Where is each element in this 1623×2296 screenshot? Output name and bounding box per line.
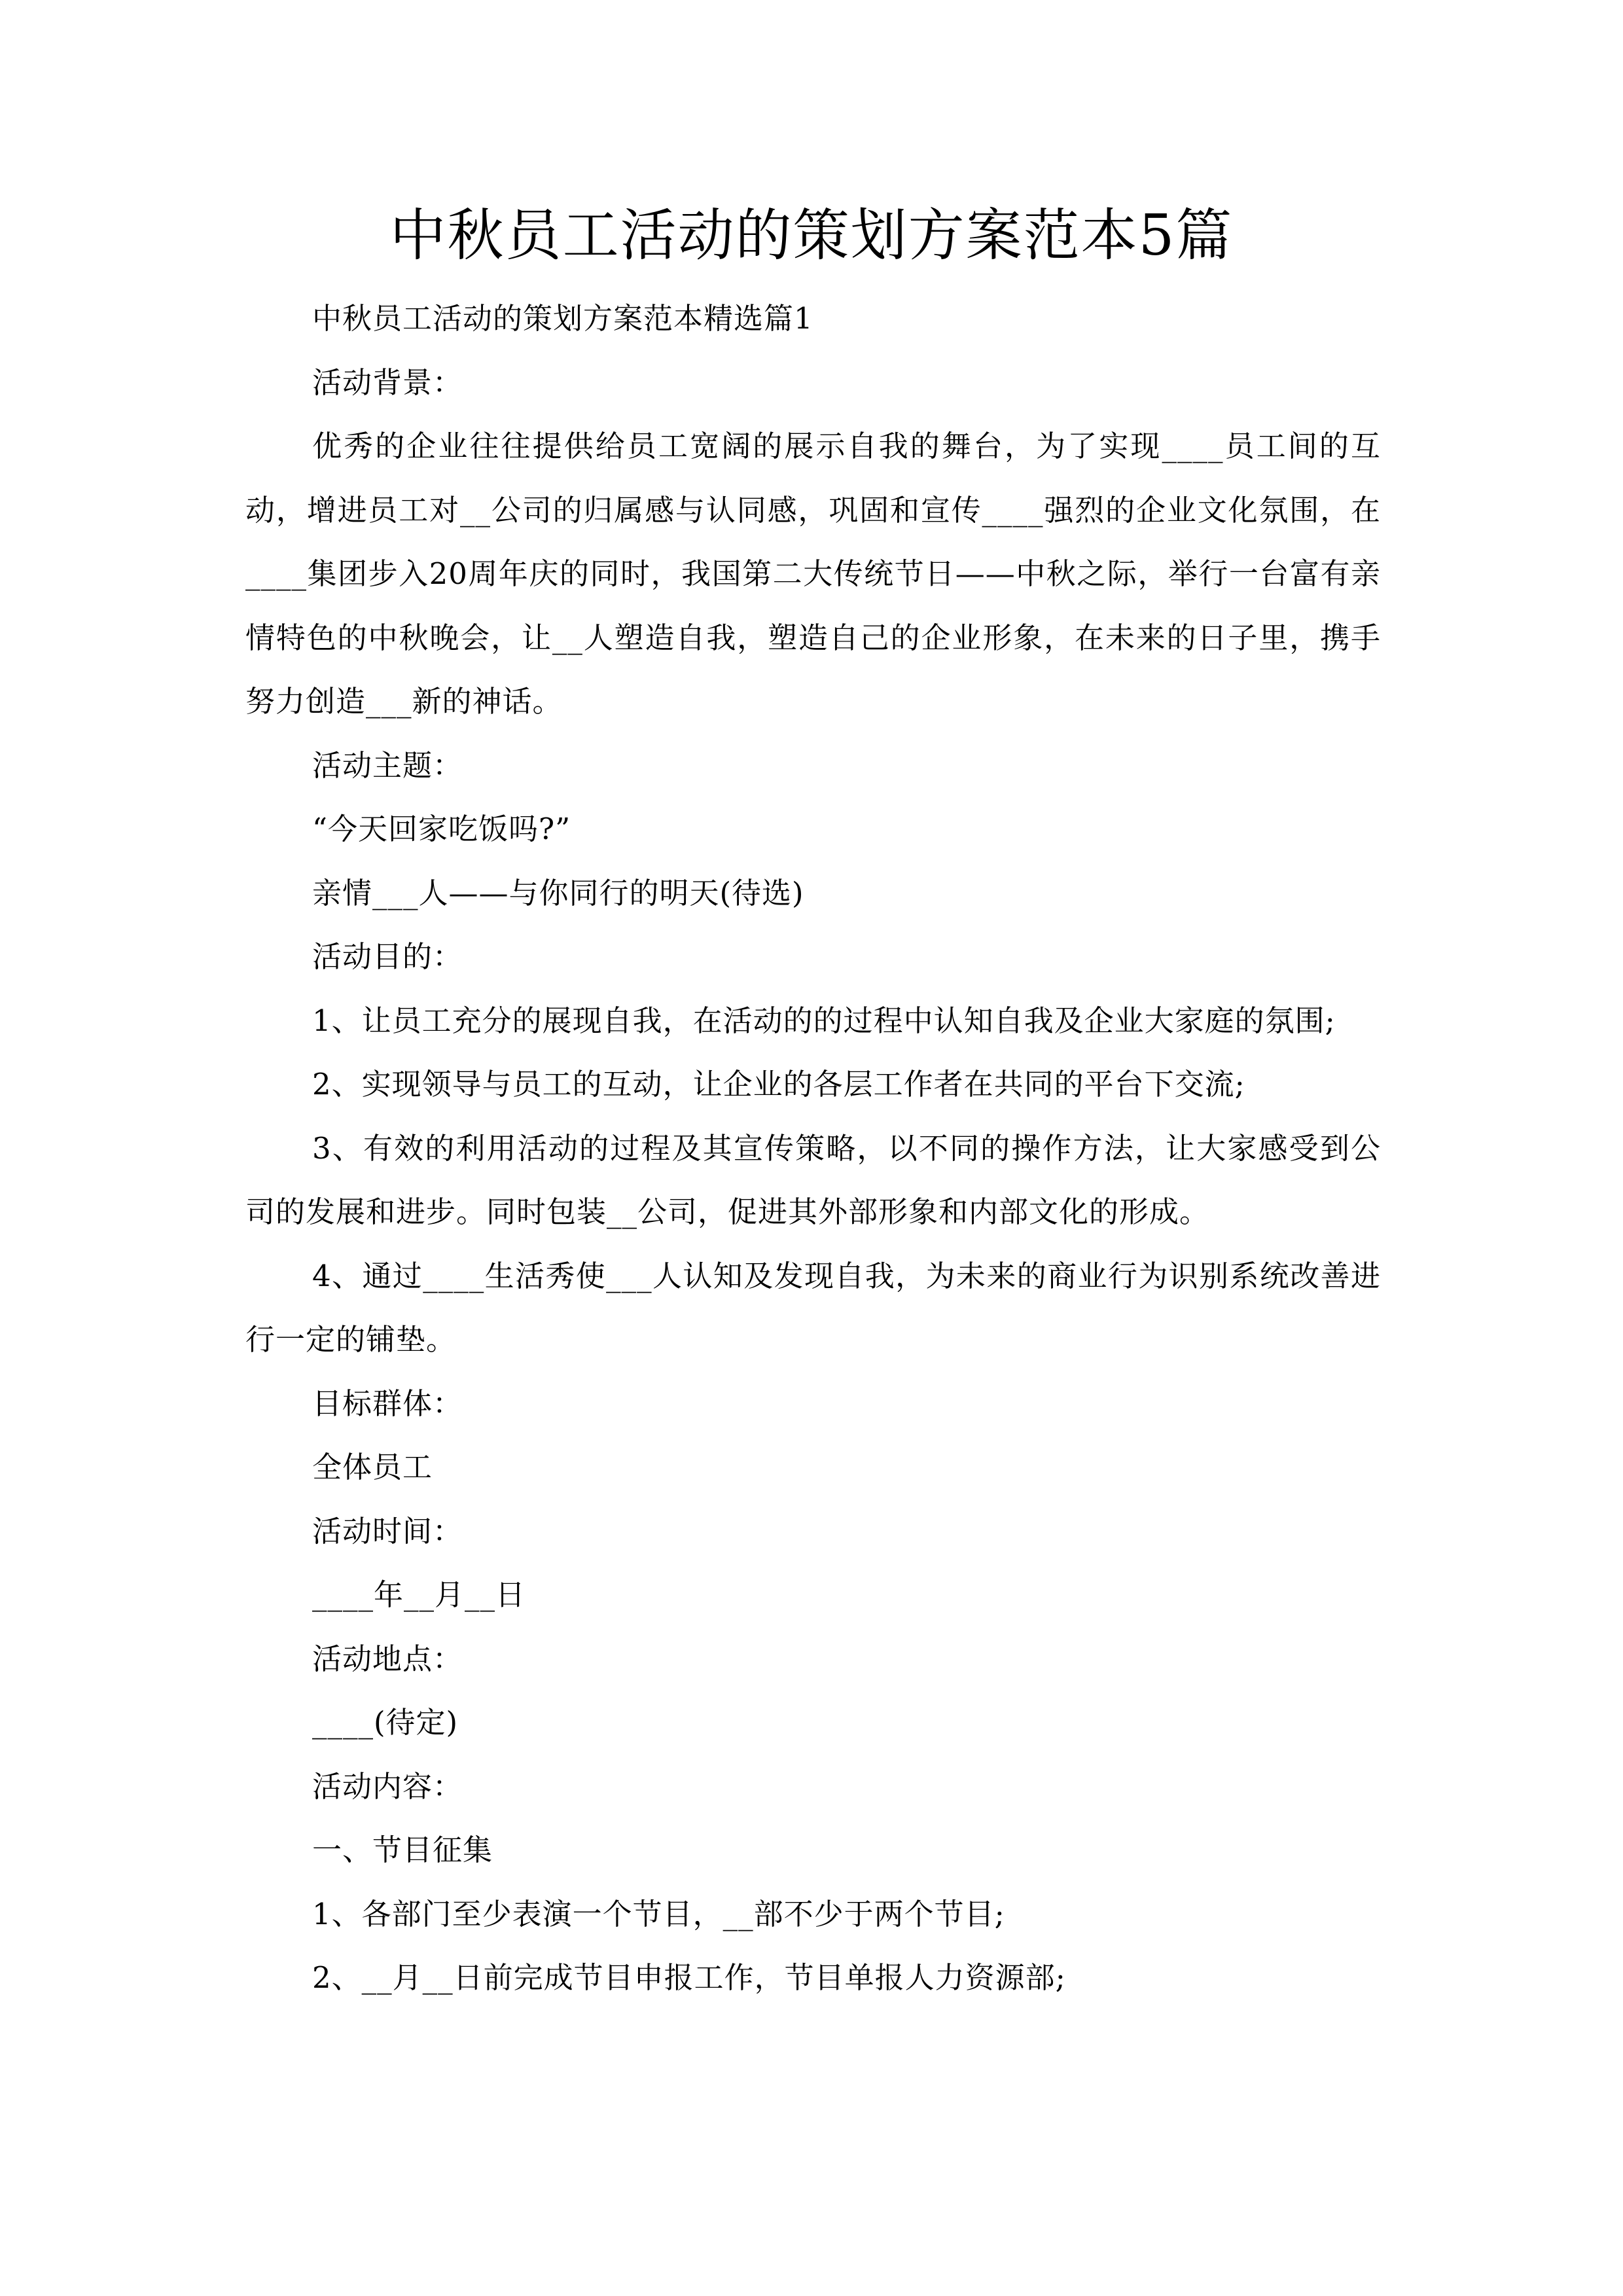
document-body [245, 287, 1381, 2010]
content-item-2: 2、__月__日前完成节目申报工作，节目单报人力资源部; [312, 1960, 1066, 1995]
purpose-item-1: 1、让员工充分的展现自我，在活动的的过程中认知自我及企业大家庭的氛围; [312, 1003, 1336, 1038]
paragraph-background: 优秀的企业往往提供给员工宽阔的展示自我的舞台，为了实现____员工间的互动，增进员工对__公司的归属感与认同感，巩固和宣传____强烈的企业文化氛围，在____集团步入20周年庆的同时，我国第二大传统节日——中秋之际，举行一台富有亲情特色的中秋晚会，让__人塑造自我，塑造自己的企业形象，在未来的日子里，携手努力创造___新的神话。 [245, 429, 1381, 719]
heading-background: 活动背景： [312, 365, 463, 400]
heading-theme: 活动主题： [312, 747, 463, 783]
purpose-item-3: 3、有效的利用活动的过程及其宣传策略，以不同的操作方法，让大家感受到公司的发展和进步。同时包装__公司，促进其外部形象和内部文化的形成。 [245, 1130, 1381, 1229]
heading-time: 活动时间： [312, 1513, 463, 1549]
content-item-1: 1、各部门至少表演一个节目，__部不少于两个节目; [312, 1896, 1005, 1931]
heading-content: 活动内容： [312, 1768, 463, 1804]
heading-target-group: 目标群体： [312, 1386, 463, 1421]
section-subtitle: 中秋员工活动的策划方案范本精选篇1 [312, 301, 813, 336]
location-value: ____(待定) [312, 1705, 459, 1740]
document-title: 中秋员工活动的策划方案范本5篇 [389, 203, 1234, 268]
purpose-item-4: 4、通过____生活秀使___人认知及发现自我，为未来的商业行为识别系统改善进行一定的铺垫。 [245, 1258, 1381, 1357]
theme-option-1: “今天回家吃饭吗?” [312, 812, 571, 846]
time-value: ____年__月__日 [312, 1577, 526, 1612]
heading-purpose: 活动目的： [312, 939, 463, 974]
heading-location: 活动地点： [312, 1641, 463, 1676]
theme-option-2: 亲情___人——与你同行的明天(待选) [312, 875, 804, 910]
content-section-1: 一、节目征集 [312, 1833, 493, 1867]
purpose-item-2: 2、实现领导与员工的互动，让企业的各层工作者在共同的平台下交流; [312, 1067, 1245, 1102]
target-group-value: 全体员工 [312, 1450, 433, 1484]
